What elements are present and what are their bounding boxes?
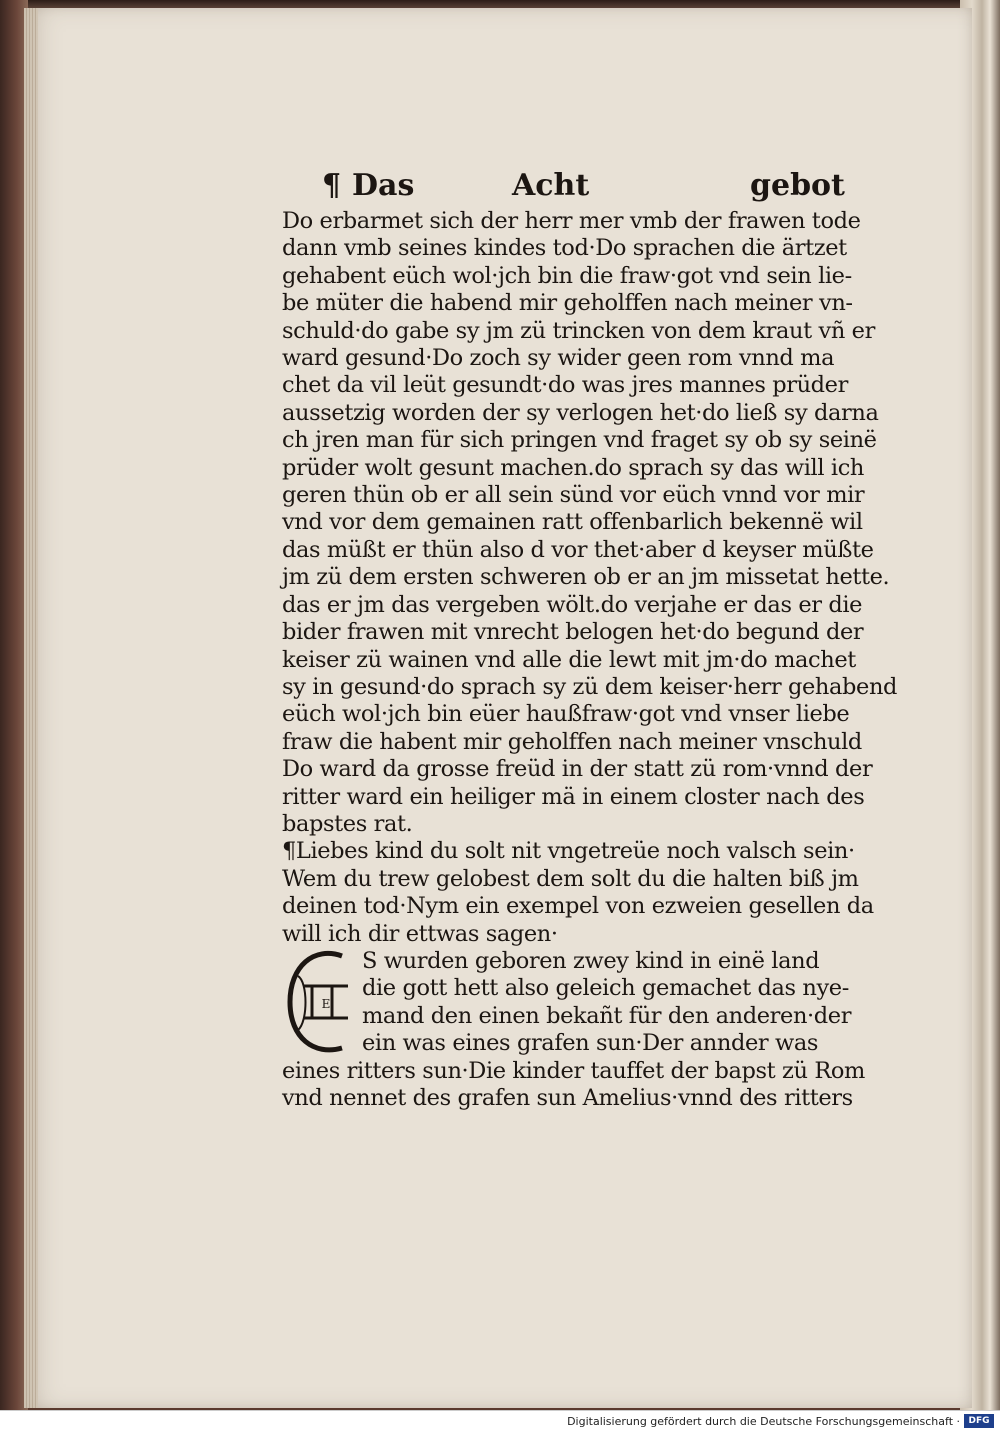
text-line: bider frawen mit vnrecht belogen het·do begund der: [282, 619, 864, 646]
text-line: eines ritters sun·Die kinder tauffet der bapst zü Rom: [282, 1057, 865, 1084]
text-line: prüder wolt gesunt machen.do sprach sy das will ich: [282, 454, 864, 481]
heading-right-word: gebot: [750, 168, 845, 203]
footer-bar: [0, 1410, 1000, 1433]
text-line: schuld·do gabe sy jm zü trincken von dem kraut vñ er: [282, 317, 875, 344]
text-line: deinen tod·Nym ein exempel von ezweien gesellen da: [282, 893, 874, 920]
text-line: geren thün ob er all sein sünd vor eüch vnnd vor mir: [282, 482, 865, 509]
decorated-initial-e: [284, 946, 354, 1058]
page-edges-left: [24, 8, 38, 1408]
text-line: bapstes rat.: [282, 810, 413, 837]
text-line: fraw die habent mir geholffen nach meiner vnschuld: [282, 728, 862, 755]
dfg-logo: DFG: [964, 1414, 994, 1428]
text-line: jm zü dem ersten schweren ob er an jm missetat hette.: [282, 564, 890, 591]
text-line: Do ward da grosse freüd in der statt zü rom·vnnd der: [282, 756, 873, 783]
text-line: vnd nennet des grafen sun Amelius·vnnd des ritters: [282, 1085, 853, 1111]
text-line: das er jm das vergeben wölt.do verjahe er das er die: [282, 591, 863, 618]
paragraph-2: [282, 838, 874, 948]
printed-text-block: [282, 168, 898, 1112]
text-line: Wem du trew gelobest dem solt du die halten biß jm: [282, 865, 859, 892]
text-line: Do erbarmet sich der herr mer vmb der frawen tode: [282, 208, 861, 234]
paragraph-3: [282, 947, 865, 1112]
text-line: ritter ward ein heiliger mä in einem closter nach des: [282, 783, 865, 810]
text-line: be müter die habend mir geholffen nach meiner vn-: [282, 290, 853, 317]
text-line: gehabent eüch wol·jch bin die fraw·got vnd sein lie-: [282, 262, 852, 289]
pilcrow-mark: ¶: [322, 168, 342, 203]
text-line: ein was eines grafen sun·Der annder was: [362, 1030, 818, 1057]
heading-center-word: Acht: [512, 168, 590, 203]
text-line: eüch wol·jch bin eüer haußfraw·got vnd vnser liebe: [282, 701, 850, 728]
text-line: ward gesund·Do zoch sy wider geen rom vnnd ma: [282, 345, 835, 372]
text-line: vnd vor dem gemainen ratt offenbarlich bekennë wil: [282, 509, 863, 536]
text-line: ch jren man für sich pringen vnd fraget sy ob sy seinë: [282, 427, 877, 454]
text-line: dann vmb seines kindes tod·Do sprachen die ärtzet: [282, 235, 847, 262]
text-line: mand den einen bekañt für den anderen·der: [362, 1002, 852, 1029]
heading-left-word: Das: [352, 168, 415, 203]
paragraph-1: [282, 208, 898, 838]
running-heading: [282, 168, 860, 208]
text-line: die gott hett also geleich gemachet das nye-: [362, 975, 849, 1002]
text-line: S wurden geboren zwey kind in einë land: [362, 947, 820, 974]
text-line: aussetzig worden der sy verlogen het·do ließ sy darna: [282, 399, 879, 426]
funding-credit: Digitalisierung gefördert durch die Deutsche Forschungsgemeinschaft ·: [567, 1415, 960, 1428]
text-line: will ich dir ettwas sagen·: [282, 920, 558, 947]
text-line: chet da vil leüt gesundt·do was jres mannes prüder: [282, 372, 848, 399]
text-line: das müßt er thün also d vor thet·aber d keyser müßte: [282, 536, 874, 563]
text-line: ¶Liebes kind du solt nit vngetreüe noch valsch sein·: [282, 838, 855, 865]
text-line: keiser zü wainen vnd alle die lewt mit jm·do machet: [282, 646, 856, 673]
initial-letter: E: [321, 996, 331, 1011]
text-line: sy in gesund·do sprach sy zü dem keiser·herr gehabend: [282, 673, 898, 700]
